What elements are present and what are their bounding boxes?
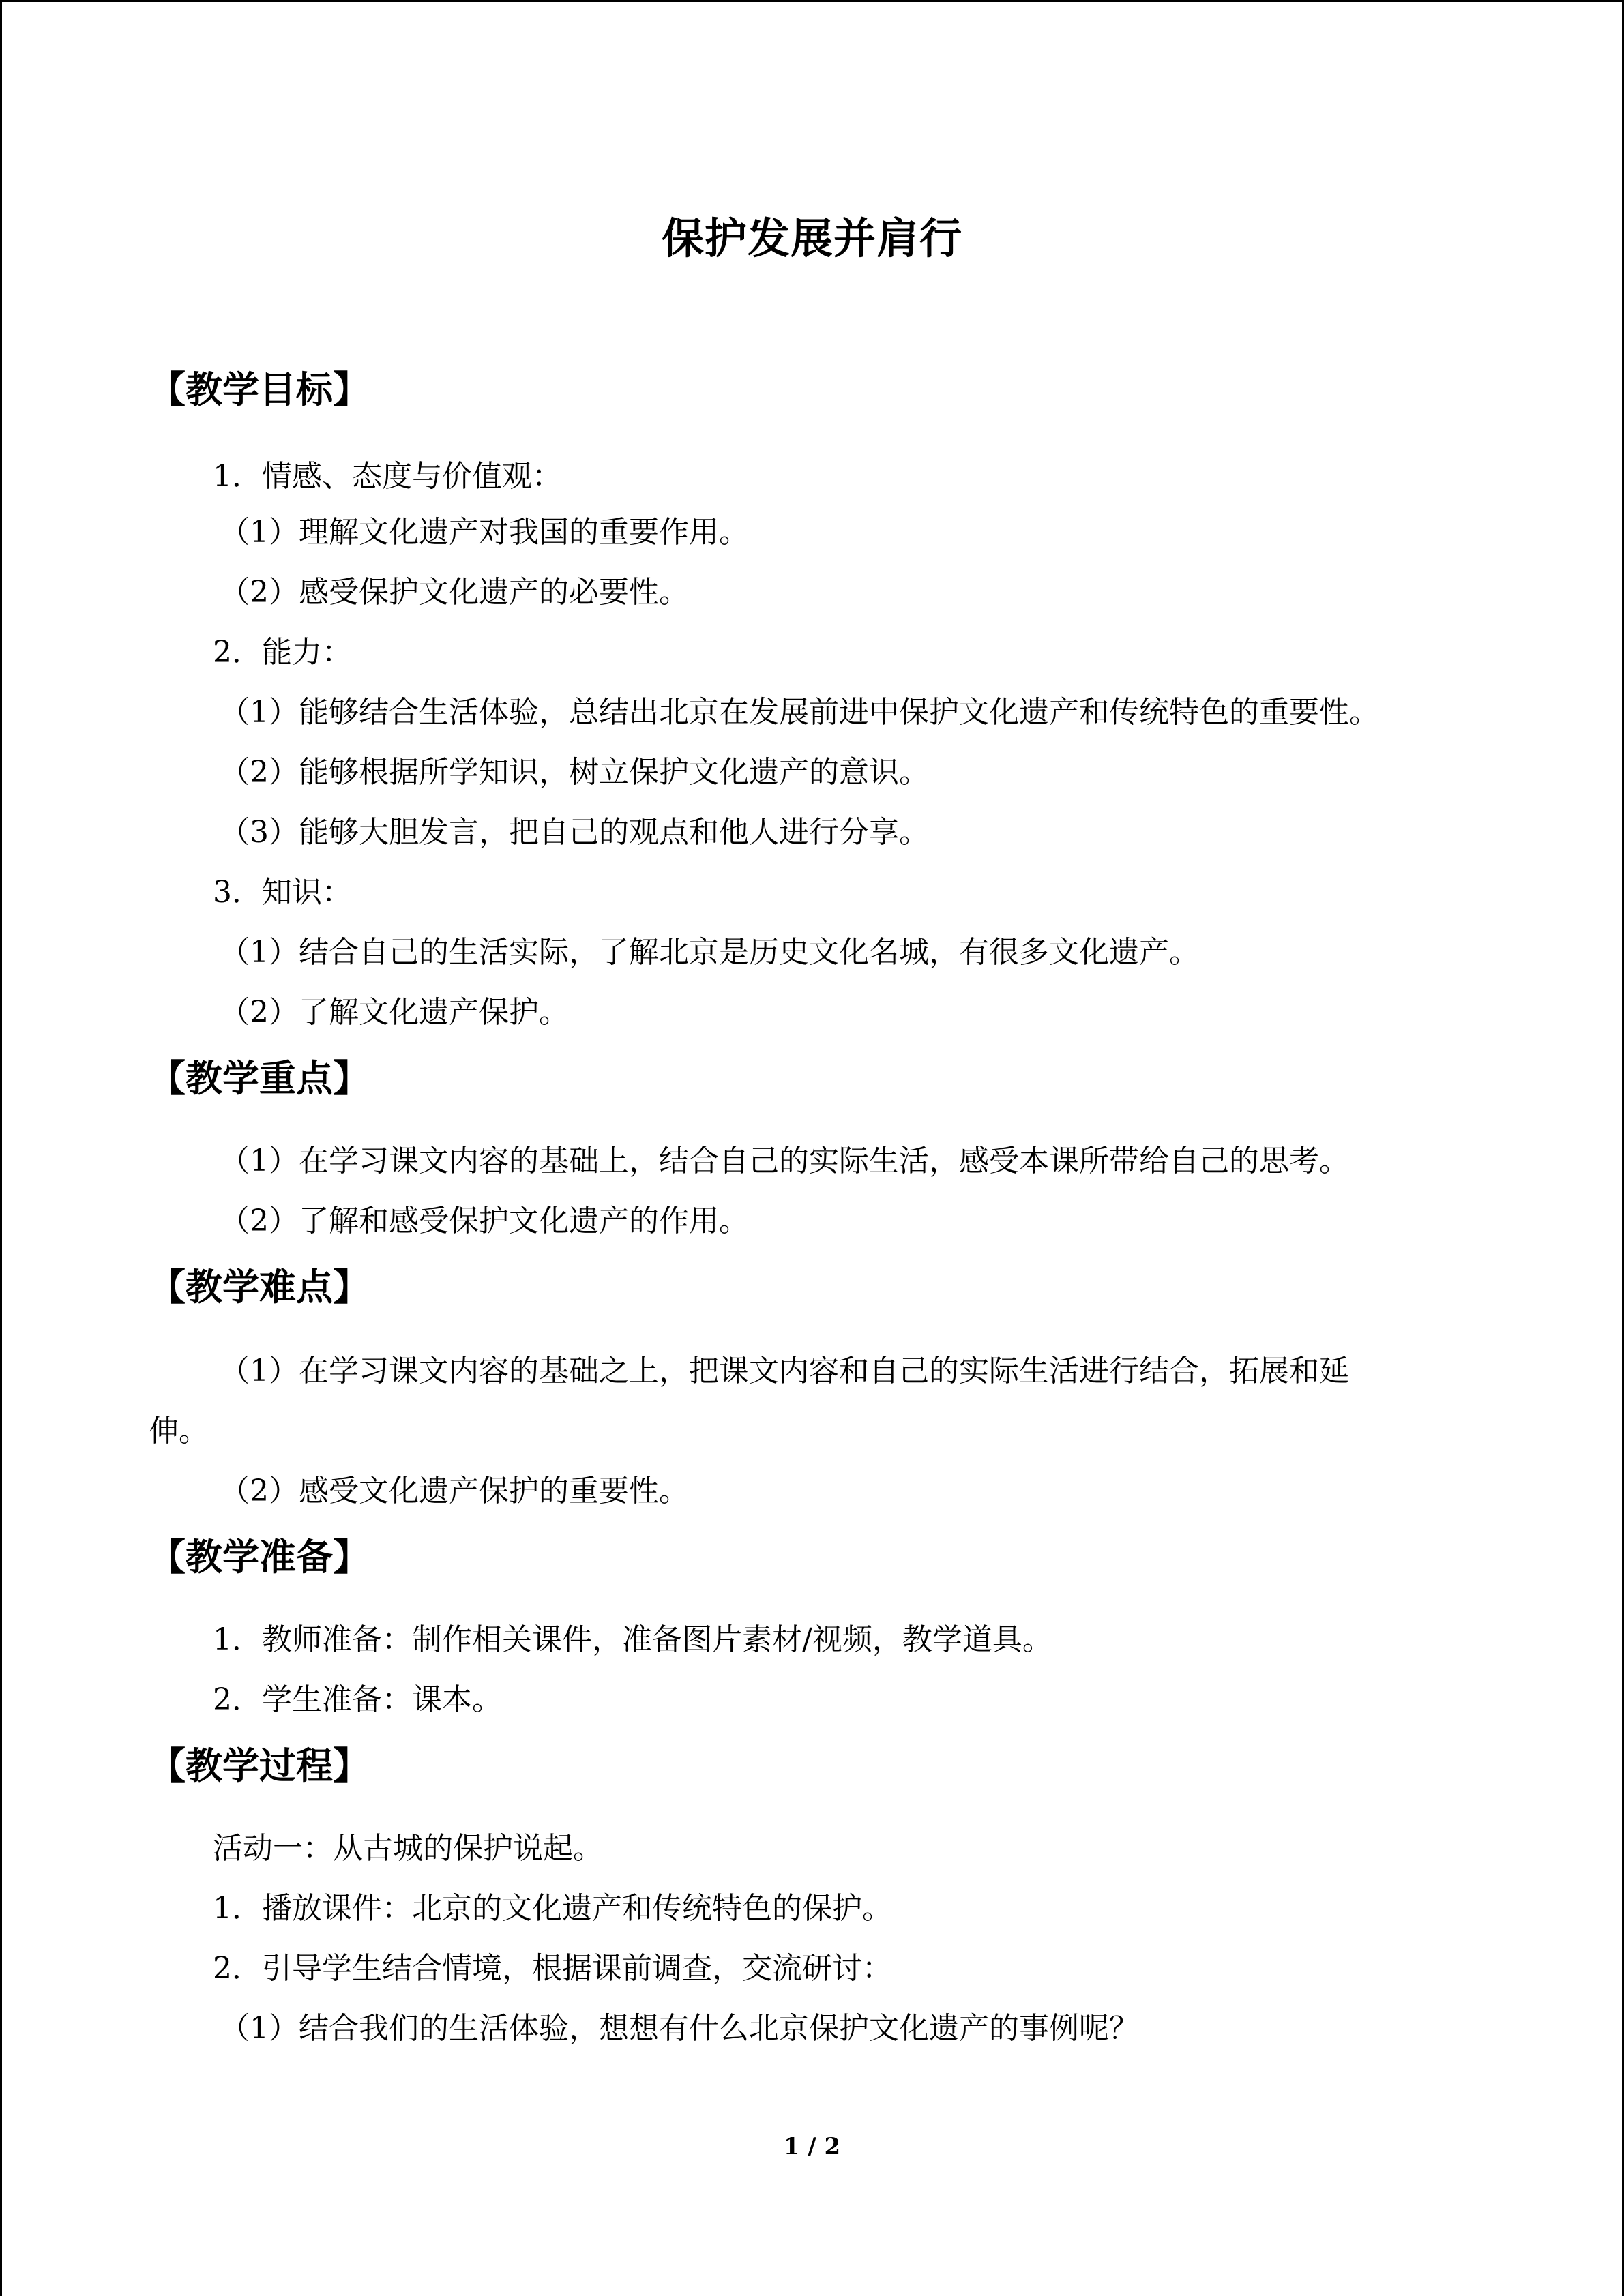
objectives-line: （2）能够根据所学知识，树立保护文化遗产的意识。 [220,755,929,790]
objectives-line: （1）结合自己的生活实际，了解北京是历史文化名城，有很多文化遗产。 [220,935,1199,970]
process-line: 1．播放课件：北京的文化遗产和传统特色的保护。 [213,1891,892,1926]
objectives-line: 1．情感、态度与价值观： [213,459,562,494]
key-points-line: （1）在学习课文内容的基础上，结合自己的实际生活，感受本课所带给自己的思考。 [220,1144,1349,1178]
section-heading-key-points: 【教学重点】 [149,1057,370,1100]
section-heading-objectives: 【教学目标】 [149,368,370,411]
section-heading-preparation: 【教学准备】 [149,1536,370,1579]
objectives-line: 3．知识： [213,875,352,910]
objectives-line: （2）了解文化遗产保护。 [220,995,569,1030]
preparation-line: 1．教师准备：制作相关课件，准备图片素材/视频，教学道具。 [213,1622,1052,1657]
objectives-line: 2．能力： [213,635,352,670]
objectives-line: （2）感受保护文化遗产的必要性。 [220,575,689,610]
key-points-line: （2）了解和感受保护文化遗产的作用。 [220,1204,749,1238]
difficulties-line: （1）在学习课文内容的基础之上，把课文内容和自己的实际生活进行结合，拓展和延 [220,1354,1349,1388]
page-number: 1 / 2 [783,2133,841,2160]
difficulties-line: 伸。 [149,1414,209,1448]
process-line: （1）结合我们的生活体验，想想有什么北京保护文化遗产的事例呢？ [220,2011,1139,2046]
section-heading-process: 【教学过程】 [149,1744,370,1787]
objectives-line: （1）能够结合生活体验，总结出北京在发展前进中保护文化遗产和传统特色的重要性。 [220,695,1379,730]
process-line: 2．引导学生结合情境，根据课前调查，交流研讨： [213,1951,892,1986]
objectives-line: （3）能够大胆发言，把自己的观点和他人进行分享。 [220,815,929,850]
difficulties-line: （2）感受文化遗产保护的重要性。 [220,1474,689,1508]
document-title: 保护发展并肩行 [661,213,962,263]
objectives-line: （1）理解文化遗产对我国的重要作用。 [220,515,749,550]
process-line: 活动一：从古城的保护说起。 [213,1831,603,1866]
preparation-line: 2．学生准备：课本。 [213,1682,502,1717]
section-heading-difficulties: 【教学难点】 [149,1266,370,1309]
